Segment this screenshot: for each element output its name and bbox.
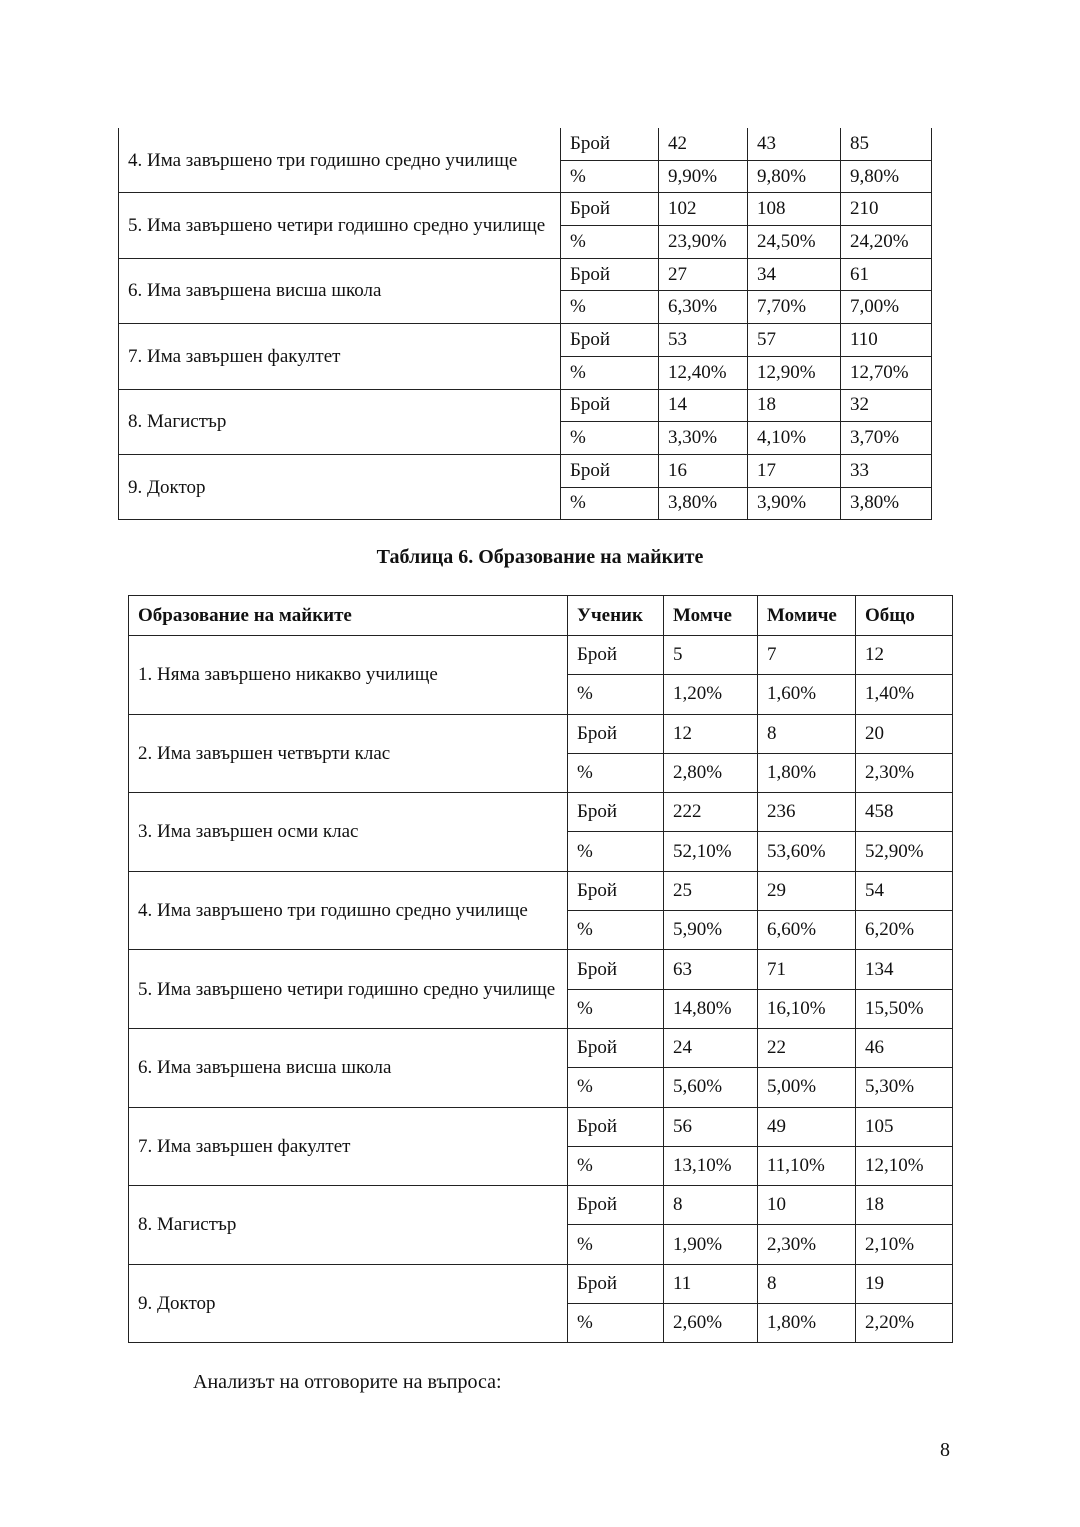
percent-cell: 12,70%: [841, 356, 932, 389]
count-cell: 54: [856, 871, 953, 910]
header-education: Образование на майките: [129, 596, 568, 636]
percent-cell: 23,90%: [659, 226, 748, 259]
count-cell: 56: [664, 1107, 758, 1146]
percent-cell: 12,10%: [856, 1146, 953, 1185]
count-label-cell: Брой: [568, 871, 664, 910]
count-cell: 7: [758, 636, 856, 675]
count-label-cell: Брой: [568, 1186, 664, 1225]
percent-label-cell: %: [568, 911, 664, 950]
percent-cell: 12,90%: [748, 356, 841, 389]
count-cell: 134: [856, 950, 953, 989]
count-label-cell: Брой: [561, 454, 659, 487]
count-cell: 236: [758, 793, 856, 832]
percent-cell: 6,30%: [659, 291, 748, 324]
count-label-cell: Брой: [561, 258, 659, 291]
count-cell: 57: [748, 324, 841, 357]
closing-paragraph: Анализът на отговорите на въпроса:: [193, 1371, 502, 1393]
row-label: 9. Доктор: [129, 1264, 568, 1343]
table-row: [129, 636, 953, 675]
count-cell: 63: [664, 950, 758, 989]
row-label: 9. Доктор: [119, 454, 561, 519]
count-label-cell: Брой: [568, 714, 664, 753]
count-cell: 43: [748, 128, 841, 160]
table-row: [119, 128, 932, 160]
header-boy: Момче: [664, 596, 758, 636]
count-cell: 8: [758, 714, 856, 753]
percent-cell: 1,20%: [664, 675, 758, 714]
count-label-cell: Брой: [568, 1028, 664, 1067]
row-label: 7. Има завършен факултет: [129, 1107, 568, 1186]
percent-cell: 52,10%: [664, 832, 758, 871]
percent-cell: 5,60%: [664, 1068, 758, 1107]
header-total: Общо: [856, 596, 953, 636]
percent-cell: 24,50%: [748, 226, 841, 259]
row-label: 1. Няма завършено никакво училище: [129, 636, 568, 715]
percent-cell: 1,90%: [664, 1225, 758, 1264]
percent-label-cell: %: [568, 1068, 664, 1107]
percent-label-cell: %: [568, 832, 664, 871]
count-cell: 71: [758, 950, 856, 989]
count-label-cell: Брой: [568, 793, 664, 832]
percent-cell: 6,60%: [758, 911, 856, 950]
count-cell: 105: [856, 1107, 953, 1146]
percent-label-cell: %: [568, 753, 664, 792]
main-table-body: [129, 636, 953, 1343]
percent-cell: 12,40%: [659, 356, 748, 389]
header-student: Ученик: [568, 596, 664, 636]
percent-cell: 1,80%: [758, 1304, 856, 1343]
percent-label-cell: %: [561, 226, 659, 259]
count-label-cell: Брой: [568, 1107, 664, 1146]
table-row: [129, 1028, 953, 1067]
table-row: [129, 793, 953, 832]
count-cell: 49: [758, 1107, 856, 1146]
table-row: [129, 1264, 953, 1303]
table-row: [119, 258, 932, 291]
percent-cell: 53,60%: [758, 832, 856, 871]
percent-label-cell: %: [561, 291, 659, 324]
percent-cell: 15,50%: [856, 989, 953, 1028]
count-cell: 46: [856, 1028, 953, 1067]
percent-cell: 2,30%: [856, 753, 953, 792]
count-cell: 53: [659, 324, 748, 357]
percent-cell: 5,30%: [856, 1068, 953, 1107]
percent-cell: 11,10%: [758, 1146, 856, 1185]
count-cell: 14: [659, 389, 748, 422]
count-cell: 24: [664, 1028, 758, 1067]
percent-cell: 3,80%: [841, 487, 932, 520]
percent-cell: 9,90%: [659, 160, 748, 193]
count-cell: 34: [748, 258, 841, 291]
count-label-cell: Брой: [561, 324, 659, 357]
count-label-cell: Брой: [561, 193, 659, 226]
count-cell: 11: [664, 1264, 758, 1303]
table-header-row: [129, 596, 953, 636]
table-row: [129, 871, 953, 910]
table-row: [119, 454, 932, 487]
table-row: [129, 1107, 953, 1146]
count-cell: 5: [664, 636, 758, 675]
top-table-body: [119, 128, 932, 520]
row-label: 5. Има завършено четири годишно средно училище: [129, 950, 568, 1029]
percent-cell: 16,10%: [758, 989, 856, 1028]
count-cell: 210: [841, 193, 932, 226]
count-cell: 108: [748, 193, 841, 226]
percent-cell: 3,30%: [659, 422, 748, 455]
percent-label-cell: %: [561, 487, 659, 520]
count-cell: 61: [841, 258, 932, 291]
percent-cell: 1,60%: [758, 675, 856, 714]
percent-cell: 7,00%: [841, 291, 932, 324]
count-cell: 32: [841, 389, 932, 422]
row-label: 6. Има завършена висша школа: [119, 258, 561, 323]
percent-cell: 2,60%: [664, 1304, 758, 1343]
percent-cell: 2,30%: [758, 1225, 856, 1264]
row-label: 2. Има завършен четвърти клас: [129, 714, 568, 793]
count-label-cell: Брой: [568, 636, 664, 675]
percent-cell: 4,10%: [748, 422, 841, 455]
count-cell: 20: [856, 714, 953, 753]
count-label-cell: Брой: [568, 950, 664, 989]
count-cell: 16: [659, 454, 748, 487]
fathers-education-table-continued: [118, 128, 932, 520]
row-label: 4. Има завръшено три годишно средно училище: [129, 871, 568, 950]
mothers-education-table: [128, 595, 953, 1343]
percent-label-cell: %: [561, 160, 659, 193]
count-cell: 19: [856, 1264, 953, 1303]
page-number: 8: [940, 1439, 950, 1461]
count-cell: 85: [841, 128, 932, 160]
table-row: [129, 950, 953, 989]
percent-cell: 3,80%: [659, 487, 748, 520]
percent-cell: 7,70%: [748, 291, 841, 324]
percent-cell: 52,90%: [856, 832, 953, 871]
percent-label-cell: %: [561, 356, 659, 389]
percent-cell: 14,80%: [664, 989, 758, 1028]
count-cell: 29: [758, 871, 856, 910]
percent-cell: 2,10%: [856, 1225, 953, 1264]
count-cell: 33: [841, 454, 932, 487]
percent-cell: 5,00%: [758, 1068, 856, 1107]
count-cell: 222: [664, 793, 758, 832]
percent-label-cell: %: [568, 675, 664, 714]
row-label: 8. Магистър: [129, 1186, 568, 1265]
count-cell: 18: [748, 389, 841, 422]
count-cell: 10: [758, 1186, 856, 1225]
row-label: 4. Има завършено три годишно средно училище: [119, 128, 561, 193]
count-cell: 102: [659, 193, 748, 226]
percent-label-cell: %: [568, 1225, 664, 1264]
count-cell: 458: [856, 793, 953, 832]
percent-label-cell: %: [561, 422, 659, 455]
percent-label-cell: %: [568, 1146, 664, 1185]
count-label-cell: Брой: [568, 1264, 664, 1303]
row-label: 6. Има завършена висша школа: [129, 1028, 568, 1107]
table-row: [119, 389, 932, 422]
count-cell: 110: [841, 324, 932, 357]
percent-cell: 3,90%: [748, 487, 841, 520]
table-row: [119, 324, 932, 357]
count-cell: 8: [758, 1264, 856, 1303]
count-cell: 17: [748, 454, 841, 487]
row-label: 3. Има завършен осми клас: [129, 793, 568, 872]
percent-cell: 24,20%: [841, 226, 932, 259]
count-cell: 8: [664, 1186, 758, 1225]
percent-cell: 2,20%: [856, 1304, 953, 1343]
table-row: [129, 714, 953, 753]
count-label-cell: Брой: [561, 128, 659, 160]
count-cell: 25: [664, 871, 758, 910]
table-caption: Таблица 6. Образование на майките: [376, 546, 704, 568]
row-label: 7. Има завършен факултет: [119, 324, 561, 389]
count-cell: 42: [659, 128, 748, 160]
row-label: 8. Магистър: [119, 389, 561, 454]
table-row: [129, 1186, 953, 1225]
count-label-cell: Брой: [561, 389, 659, 422]
percent-cell: 6,20%: [856, 911, 953, 950]
percent-cell: 13,10%: [664, 1146, 758, 1185]
row-label: 5. Има завършено четири годишно средно училище: [119, 193, 561, 258]
percent-cell: 1,40%: [856, 675, 953, 714]
percent-label-cell: %: [568, 989, 664, 1028]
count-cell: 18: [856, 1186, 953, 1225]
count-cell: 12: [664, 714, 758, 753]
header-girl: Момиче: [758, 596, 856, 636]
percent-label-cell: %: [568, 1304, 664, 1343]
percent-cell: 9,80%: [748, 160, 841, 193]
percent-cell: 1,80%: [758, 753, 856, 792]
percent-cell: 9,80%: [841, 160, 932, 193]
count-cell: 22: [758, 1028, 856, 1067]
percent-cell: 5,90%: [664, 911, 758, 950]
percent-cell: 2,80%: [664, 753, 758, 792]
percent-cell: 3,70%: [841, 422, 932, 455]
count-cell: 12: [856, 636, 953, 675]
table-row: [119, 193, 932, 226]
count-cell: 27: [659, 258, 748, 291]
